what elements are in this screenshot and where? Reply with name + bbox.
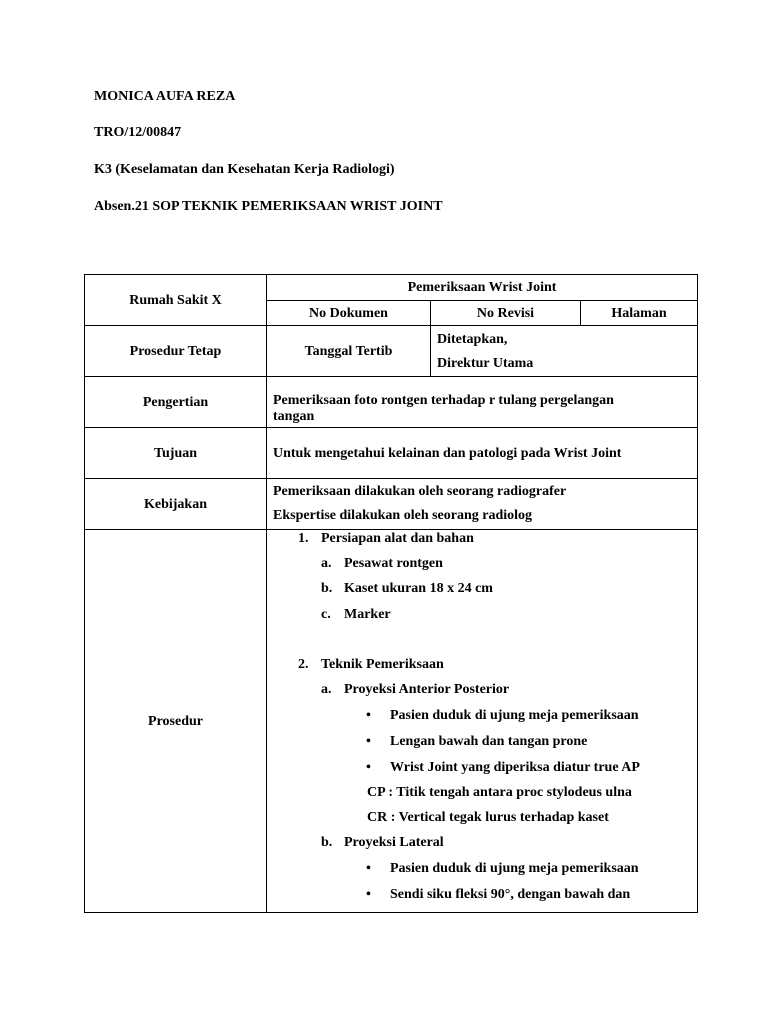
bullet-icon: • (366, 708, 371, 723)
no-revisi-label: No Revisi (476, 305, 535, 321)
pengertian-label: Pengertian (142, 394, 209, 410)
step-2-title: Teknik Pemeriksaan (321, 657, 444, 672)
step-2a-text: Proyeksi Anterior Posterior (344, 682, 510, 697)
prosedur-label-cell (85, 530, 267, 913)
step-1a-letter: a. (321, 556, 332, 571)
tujuan-label-cell (85, 428, 267, 479)
step-2b-text: Proyeksi Lateral (344, 835, 444, 850)
ditetapkan-text: Ditetapkan, (437, 332, 508, 347)
step-1b-letter: b. (321, 581, 333, 596)
prosedur-label: Prosedur (148, 713, 203, 729)
prosedur-content-cell (267, 530, 698, 913)
prosedur-tetap-cell (85, 326, 267, 377)
halaman-label: Halaman (611, 305, 667, 321)
kebijakan-label-cell (85, 479, 267, 530)
no-dokumen-label: No Dokumen (309, 305, 388, 321)
kebijakan-item-1: Pemeriksaan dilakukan oleh seorang radiografer (273, 484, 567, 499)
exam-title: Pemeriksaan Wrist Joint (407, 280, 557, 295)
tujuan-text: Untuk mengetahui kelainan dan patologi pada Wrist Joint (273, 445, 622, 461)
step-1c-letter: c. (321, 607, 331, 622)
header-name: MONICA AUFA REZA (94, 89, 236, 104)
no-revisi-cell (431, 301, 581, 326)
header-id: TRO/12/00847 (94, 125, 182, 140)
prosedur-content (267, 530, 697, 911)
bullet-icon: • (366, 887, 371, 902)
kebijakan-label: Kebijakan (143, 496, 207, 512)
halaman-cell (581, 301, 698, 326)
step-2-number: 2. (298, 657, 309, 672)
step-1c-text: Marker (344, 607, 391, 622)
step-1a-text: Pesawat rontgen (344, 556, 443, 571)
step-2a-letter: a. (321, 682, 332, 697)
step-1b-text: Kaset ukuran 18 x 24 cm (344, 581, 493, 596)
step-2a-bullet-1: Pasien duduk di ujung meja pemeriksaan (390, 708, 639, 723)
step-2b-bullet-2: Sendi siku fleksi 90°, dengan bawah dan (390, 887, 631, 902)
sop-table (84, 274, 698, 913)
bullet-icon: • (366, 861, 371, 876)
pengertian-text-line2: tangan (273, 409, 315, 424)
tanggal-tertib-cell (267, 326, 431, 377)
rumah-sakit-label: Rumah Sakit X (129, 292, 222, 308)
pengertian-label-cell (85, 377, 267, 428)
step-1-title: Persiapan alat dan bahan (321, 531, 474, 546)
tujuan-text-cell (267, 428, 698, 479)
step-1-number: 1. (298, 531, 309, 546)
bullet-icon: • (366, 760, 371, 775)
kebijakan-text-cell (267, 479, 698, 530)
direktur-text: Direktur Utama (437, 356, 534, 371)
tanggal-tertib-label: Tanggal Tertib (304, 343, 393, 359)
ditetapkan-cell (431, 326, 698, 377)
step-2a-bullet-3: Wrist Joint yang diperiksa diatur true AP (390, 760, 640, 775)
step-2a-bullet-2: Lengan bawah dan tangan prone (390, 734, 588, 749)
kebijakan-item-2: Ekspertise dilakukan oleh seorang radiolog (273, 508, 533, 523)
tujuan-label: Tujuan (153, 445, 198, 461)
step-2b-bullet-1: Pasien duduk di ujung meja pemeriksaan (390, 861, 639, 876)
no-dokumen-cell (267, 301, 431, 326)
bullet-icon: • (366, 734, 371, 749)
step-2a-cr: CR : Vertical tegak lurus terhadap kaset (367, 810, 609, 825)
rumah-sakit-cell (85, 275, 267, 326)
step-2b-letter: b. (321, 835, 333, 850)
header-title: Absen.21 SOP TEKNIK PEMERIKSAAN WRIST JOINT (94, 199, 443, 214)
step-2a-cp: CP : Titik tengah antara proc stylodeus ulna (367, 785, 632, 800)
prosedur-tetap-label: Prosedur Tetap (129, 343, 222, 359)
pengertian-text-line1: Pemeriksaan foto rontgen terhadap r tulang pergelangan (273, 393, 614, 408)
header-course: K3 (Keselamatan dan Kesehatan Kerja Radiologi) (94, 162, 395, 177)
exam-title-cell (267, 275, 698, 301)
pengertian-text-cell (267, 377, 698, 428)
